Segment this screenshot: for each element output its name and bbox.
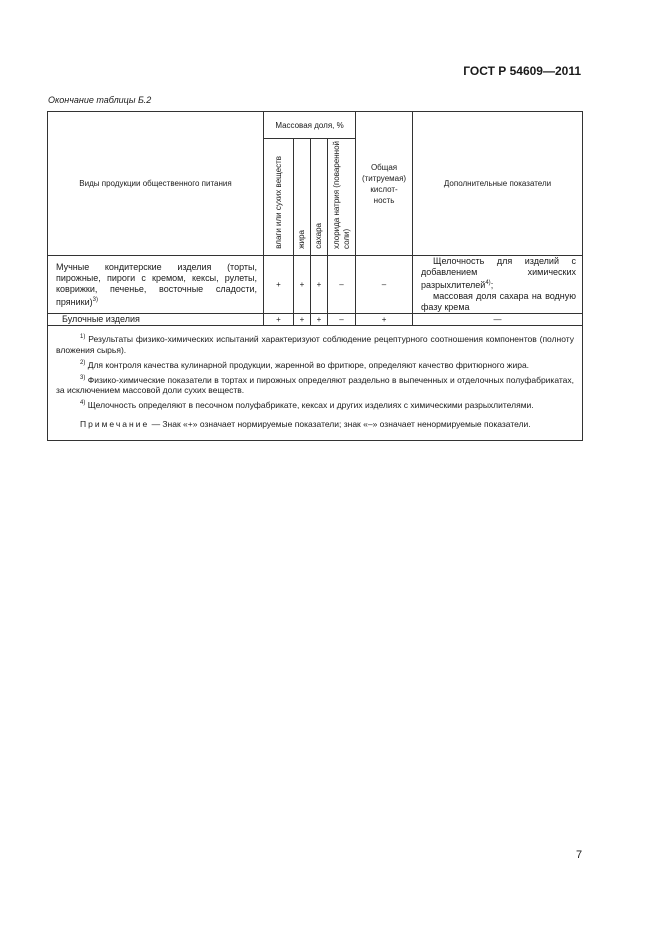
footnote-mark: 4) [80,400,86,407]
footnote [56,332,574,356]
header-fat [294,139,311,256]
table-caption: Окончание таблицы Б.2 [48,95,152,105]
value-moisture: + [264,256,294,314]
value-salt: – [328,256,356,314]
header-mass-fraction [264,112,356,139]
value-sugar: + [311,314,328,326]
footnote [56,373,574,397]
footnote [56,398,574,411]
product-cell [48,314,264,326]
footnote-mark: 2) [80,359,86,366]
header-additional [413,112,583,256]
footnote-mark: 1) [80,334,86,340]
header-acidity-text: Общая (титруемая) кислот-ность [361,162,407,205]
header-moisture [264,139,294,256]
value-acidity: + [356,314,413,326]
footnote-text: Для контроля качества кулинарной продукции, жаренной во фритюре, определяют качество фритюрного жира. [85,359,530,370]
value-moisture: + [264,314,294,326]
header-mass-fraction-text: Массовая доля, % [275,120,344,130]
header-salt [328,139,356,256]
header-moisture-text: влаги или сухих веществ [273,156,283,249]
footnote-text: Физико-химические показатели в тортах и пирожных определяют раздельно в выпеченных и отделочных полуфабрикатах, за исключением массовой доли сухих веществ. [56,374,575,396]
page-number: 7 [576,849,583,861]
indicators-table [47,111,583,441]
value-fat: + [294,256,311,314]
additional-text-1: Щелочность для изделий с добавлением химических разрыхлителей [421,256,577,290]
footnote-ref: 4) [485,280,491,286]
value-acidity: – [356,256,413,314]
footnote [56,358,574,371]
header-sugar-text: сахара [314,223,323,249]
header-fat-text: жира [297,230,306,249]
header-additional-text: Дополнительные показатели [443,179,552,188]
value-sugar: + [311,256,328,314]
header-sugar [311,139,328,256]
additional-text-tail: ; [490,280,494,290]
value-fat: + [294,314,311,326]
note-text: — Знак «+» означает нормируемые показатели; знак «–» означает ненормируемые показатели. [149,419,531,430]
table-note [56,419,574,430]
header-salt-text: хлорида натрия (поваренной соли) [331,141,351,249]
table-row [48,256,583,314]
value-salt: – [328,314,356,326]
additional-cell: — [413,314,583,326]
product-cell [48,256,264,314]
footnote-text: Результаты физико-химических испытаний характеризуют соблюдение рецептурного соотношения компонентов (полноту вложения сырья). [56,333,575,355]
footnote-ref: 3) [92,296,98,303]
footnotes-block [48,326,583,441]
product-text: Мучные кондитерские изделия (торты, пирожные, пироги с кремом, кексы, рулеты, коврижки, печенье, восточные сладости, пряники) [56,261,257,307]
additional-text-2: массовая доля сахара на водную фазу крема [421,291,577,312]
footnote-text: Щелочность определяют в песочном полуфабрикате, кексах и других изделиях с химическими разрыхлителями. [85,400,534,411]
header-product-text: Виды продукции общественного питания [79,179,232,188]
footnote-mark: 3) [80,374,86,381]
standard-number: ГОСТ Р 54609—2011 [463,64,581,78]
header-product [48,112,264,256]
header-acidity [356,112,413,256]
additional-cell [413,256,583,314]
product-text: Булочные изделия [62,314,140,324]
note-label: Примечание [80,419,150,430]
table-row [48,314,583,326]
